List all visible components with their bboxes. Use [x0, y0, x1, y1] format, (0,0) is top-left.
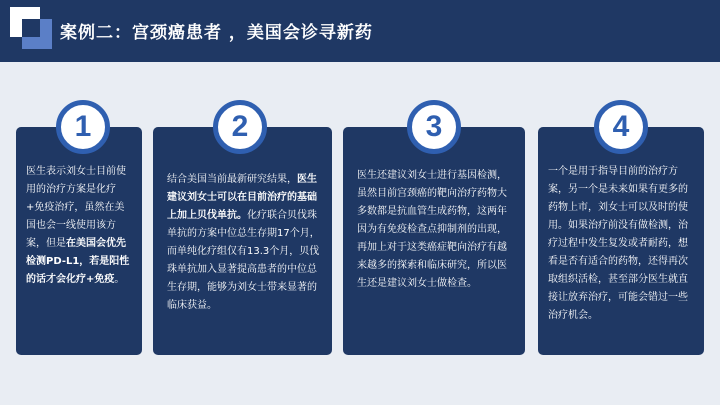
info-card-3 — [343, 127, 525, 355]
number-badge-1: 1 — [56, 100, 110, 154]
card-4-text — [548, 163, 696, 325]
card-1-segment: 。 — [114, 274, 125, 285]
info-card-4 — [538, 127, 704, 355]
card-3-text — [357, 167, 515, 293]
number-badge-3: 3 — [407, 100, 461, 154]
card-2-segment: 医生建议刘女士可以在目前治疗的基础上加上贝伐单抗。 — [167, 174, 317, 221]
page-title: 案例二：宫颈癌患者 ，美国会诊寻新药 — [60, 23, 373, 43]
info-card-2 — [153, 127, 332, 355]
number-badge-4: 4 — [594, 100, 648, 154]
card-2-text — [167, 171, 322, 315]
card-1-segment: 在美国会优先检测PD-L1，若是阳性的话才会化疗+免疫 — [26, 238, 130, 285]
number-badge-2: 2 — [213, 100, 267, 154]
info-card-1 — [16, 127, 142, 355]
card-2-segment: 结合美国当前最新研究结果， — [167, 174, 297, 185]
squares-logo-icon — [10, 7, 52, 49]
title-bar — [0, 0, 720, 62]
card-3-segment: 医生还建议刘女士进行基因检测，虽然目前宫颈癌的靶向治疗药物大多数都是抗血管生成药物，这两年因为有免疫检查点抑制剂的出现，再加上对于这类癌症靶向治疗有越来越多的探索和临床研究，所以医生还是建议刘女士做检查。 — [357, 170, 507, 289]
card-2-segment: 化疗联合贝伐珠单抗的方案中位总生存期17个月，而单纯化疗组仅有13.3个月，贝伐珠单抗加入显著提高患者的中位总生存期，能够为刘女士带来显著的临床获益。 — [167, 210, 320, 311]
card-4-segment: 一个是用于指导目前的治疗方案，另一个是未来如果有更多的药物上市，刘女士可以及时的使用。如果治疗前没有做检测，治疗过程中发生复发或者耐药，想看是否有适合的药物，还得再次取组织活检，甚至部分医生就直接让放弃治疗，可能会错过一些治疗机会。 — [548, 166, 688, 321]
card-1-segment: 医生表示刘女士目前使用的治疗方案是化疗+免疫治疗，虽然在美国也会一线使用该方案，但是 — [26, 166, 126, 249]
card-1-text — [26, 163, 134, 289]
